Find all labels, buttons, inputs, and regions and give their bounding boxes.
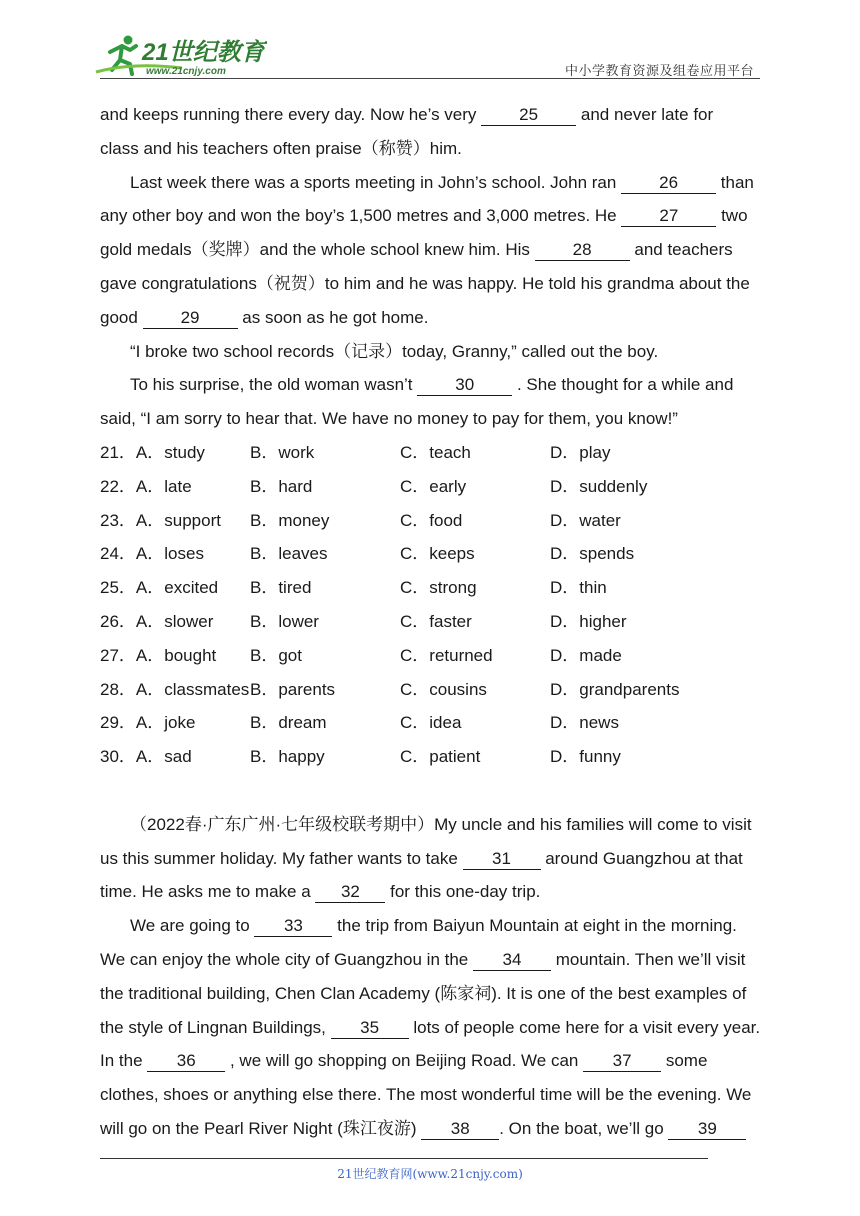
option-b[interactable]: B．leaves xyxy=(250,544,328,564)
option-a[interactable]: A．bought xyxy=(135,645,217,665)
option-b[interactable]: B．parents xyxy=(250,679,336,699)
question-row xyxy=(100,537,772,571)
option-c[interactable]: C．patient xyxy=(400,747,481,767)
answer-blank[interactable]: 28 xyxy=(535,240,630,261)
question-lead xyxy=(100,571,250,605)
question-row xyxy=(100,605,772,639)
option-a[interactable]: A．loses xyxy=(135,544,204,564)
passage-text: Last week there was a sports meeting in John’s school. John ran xyxy=(130,172,622,192)
answer-blank[interactable]: 32 xyxy=(315,882,385,903)
passage-text: will go on the Pearl River Night (珠江夜游) xyxy=(100,1118,422,1138)
passage-line xyxy=(100,233,772,267)
footer-divider xyxy=(100,1158,708,1159)
passage-text: In the xyxy=(100,1051,148,1071)
question-number: 30． xyxy=(100,747,136,767)
option-a[interactable]: A．support xyxy=(135,510,221,530)
passage-line xyxy=(100,977,772,1011)
passage-line xyxy=(100,267,772,301)
passage-text: “I broke two school records（记录）today, Granny,” called out the boy. xyxy=(130,341,659,361)
passage-line xyxy=(100,368,772,402)
footer-text: 21世纪教育网(www.21cnjy.com) xyxy=(337,1167,523,1181)
answer-blank[interactable]: 36 xyxy=(147,1051,225,1072)
passage-line xyxy=(100,1112,772,1146)
passage-text: . On the boat, we’ll go xyxy=(499,1118,669,1138)
question-lead xyxy=(100,706,250,740)
logo xyxy=(92,32,267,80)
answer-blank[interactable]: 38 xyxy=(421,1119,499,1140)
question-row xyxy=(100,706,772,740)
option-b[interactable]: B．dream xyxy=(250,713,327,733)
option-d[interactable]: D．higher xyxy=(550,611,627,631)
passage-text: gave congratulations（祝贺）to him and he was happy. He told his grandma about the xyxy=(100,273,750,293)
question-row xyxy=(100,436,772,470)
passage-text: lots of people come here for a visit every year. xyxy=(408,1017,761,1037)
passage-text: said, “I am sorry to hear that. We have no money to pay for them, you know!” xyxy=(100,409,678,429)
question-row xyxy=(100,504,772,538)
passage-text: as soon as he got home. xyxy=(237,307,429,327)
passage-text: the style of Lingnan Buildings, xyxy=(100,1017,331,1037)
passage-text: and never late for xyxy=(576,105,714,124)
question-number: 25． xyxy=(100,578,136,598)
section-gap xyxy=(100,774,772,808)
header-divider xyxy=(100,78,760,79)
passage-text: gold medals（奖牌）and the whole school knew him. His xyxy=(100,240,535,260)
question-number: 21． xyxy=(100,442,136,462)
question-lead xyxy=(100,605,250,639)
question-row xyxy=(100,470,772,504)
passage-line xyxy=(100,1044,772,1078)
option-a[interactable]: A．classmates xyxy=(135,679,250,699)
option-d[interactable]: D．spends xyxy=(550,544,635,564)
option-d[interactable]: D．water xyxy=(550,510,621,530)
passage-text: To his surprise, the old woman wasn’t xyxy=(130,375,418,395)
option-c[interactable]: C．early xyxy=(400,476,467,496)
logo-text: 21世纪教育 xyxy=(142,39,265,66)
passage-text: us this summer holiday. My father wants to take xyxy=(100,848,463,868)
question-number: 26． xyxy=(100,611,136,631)
passage-line xyxy=(100,909,772,943)
passage-text: for this one-day trip. xyxy=(385,882,541,902)
question-number: 28． xyxy=(100,679,136,699)
question-lead xyxy=(100,436,250,470)
passage-text: the traditional building, Chen Clan Academy (陈家祠). It is one of the best examples of xyxy=(100,983,747,1003)
option-c[interactable]: C．keeps xyxy=(400,544,475,564)
option-d[interactable]: D．news xyxy=(550,713,619,733)
option-a[interactable]: A．study xyxy=(135,442,205,462)
question-number: 22． xyxy=(100,476,136,496)
passage-line xyxy=(100,335,772,369)
option-d[interactable]: D．made xyxy=(550,645,622,665)
option-c[interactable]: C．strong xyxy=(400,578,477,598)
option-b[interactable]: B．tired xyxy=(250,578,312,598)
passage-line xyxy=(100,132,772,166)
passage-text: and teachers xyxy=(629,240,733,260)
option-a[interactable]: A．excited xyxy=(135,578,219,598)
question-number: 29． xyxy=(100,713,136,733)
passage-text: than xyxy=(716,172,754,192)
passage-text: and keeps running there every day. Now he’s very xyxy=(100,105,482,124)
option-b[interactable]: B．hard xyxy=(250,476,313,496)
option-c[interactable]: C．cousins xyxy=(400,679,487,699)
passage-text: some xyxy=(661,1051,708,1071)
passage-text: We can enjoy the whole city of Guangzhou in the xyxy=(100,949,473,969)
passage-line xyxy=(100,1078,772,1112)
question-lead xyxy=(100,537,250,571)
passage-text: time. He asks me to make a xyxy=(100,882,316,902)
option-d[interactable]: D．suddenly xyxy=(550,476,648,496)
answer-blank[interactable]: 33 xyxy=(254,916,332,937)
passage-line xyxy=(100,166,772,200)
answer-blank[interactable]: 27 xyxy=(621,206,716,227)
option-d[interactable]: D．funny xyxy=(550,747,621,767)
question-row xyxy=(100,639,772,673)
option-a[interactable]: A．slower xyxy=(135,611,214,631)
passage-line xyxy=(100,943,772,977)
option-b[interactable]: B．lower xyxy=(250,611,319,631)
passage-text: . She thought for a while and xyxy=(512,375,734,395)
passage-line xyxy=(100,1011,772,1045)
passage-text: two xyxy=(716,206,748,226)
passage-text: the trip from Baiyun Mountain at eight in the morning. xyxy=(332,916,737,936)
option-d[interactable]: D．grandparents xyxy=(550,679,680,699)
passage-text: We are going to xyxy=(130,916,255,936)
option-a[interactable]: A．sad xyxy=(135,747,192,767)
passage-line xyxy=(100,842,772,876)
answer-blank[interactable]: 34 xyxy=(473,950,551,971)
question-lead xyxy=(100,639,250,673)
answer-blank[interactable]: 25 xyxy=(481,105,576,126)
option-c[interactable]: C．teach xyxy=(400,442,471,462)
option-a[interactable]: A．late xyxy=(135,476,192,496)
passage-line xyxy=(100,301,772,335)
question-number: 24． xyxy=(100,544,136,564)
passage-text: , we will go shopping on Beijing Road. We can xyxy=(225,1051,584,1071)
passage-text: clothes, shoes or anything else there. The most wonderful time will be the evening. We xyxy=(100,1085,752,1105)
passage-text: mountain. Then we’ll visit xyxy=(550,949,746,969)
answer-blank[interactable]: 39 xyxy=(668,1119,746,1140)
answer-blank[interactable]: 26 xyxy=(621,173,716,194)
passage-line xyxy=(100,98,772,132)
passage-text: class and his teachers often praise（称赞）him. xyxy=(100,138,462,158)
option-c[interactable]: C．returned xyxy=(400,645,493,665)
passage-1 xyxy=(100,98,772,436)
option-b[interactable]: B．work xyxy=(250,442,315,462)
passage-line xyxy=(100,199,772,233)
question-number: 23． xyxy=(100,510,136,530)
answer-blank[interactable]: 29 xyxy=(143,308,238,329)
platform-title: 中小学教育资源及组卷应用平台 xyxy=(564,64,754,79)
question-lead xyxy=(100,673,250,707)
option-b[interactable]: B．happy xyxy=(250,747,325,767)
logo-url: www.21cnjy.com xyxy=(146,66,226,77)
passage-text: any other boy and won the boy’s 1,500 metres and 3,000 metres. He xyxy=(100,206,622,226)
question-row xyxy=(100,673,772,707)
option-c[interactable]: C．idea xyxy=(400,713,462,733)
option-c[interactable]: C．faster xyxy=(400,611,472,631)
passage-2 xyxy=(100,808,772,1146)
passage-line xyxy=(100,402,772,436)
question-list xyxy=(100,436,772,774)
passage-line xyxy=(100,875,772,909)
option-b[interactable]: B．got xyxy=(250,645,302,665)
question-row xyxy=(100,740,772,774)
option-a[interactable]: A．joke xyxy=(135,713,196,733)
question-lead xyxy=(100,504,250,538)
document-body xyxy=(100,98,772,1146)
passage-line xyxy=(100,808,772,842)
question-lead xyxy=(100,470,250,504)
passage-text: good xyxy=(100,307,143,327)
option-b[interactable]: B．money xyxy=(250,510,330,530)
page-header xyxy=(0,0,860,82)
option-d[interactable]: D．thin xyxy=(550,578,607,598)
option-c[interactable]: C．food xyxy=(400,510,463,530)
answer-blank[interactable]: 31 xyxy=(463,849,541,870)
answer-blank[interactable]: 35 xyxy=(331,1018,409,1039)
answer-blank[interactable]: 30 xyxy=(417,375,512,396)
passage-text: around Guangzhou at that xyxy=(540,848,743,868)
question-number: 27． xyxy=(100,645,136,665)
passage-text: （2022春·广东广州·七年级校联考期中）My uncle and his families will come to visit xyxy=(130,814,752,834)
option-d[interactable]: D．play xyxy=(550,442,611,462)
question-row xyxy=(100,571,772,605)
answer-blank[interactable]: 37 xyxy=(583,1051,661,1072)
question-lead xyxy=(100,740,250,774)
